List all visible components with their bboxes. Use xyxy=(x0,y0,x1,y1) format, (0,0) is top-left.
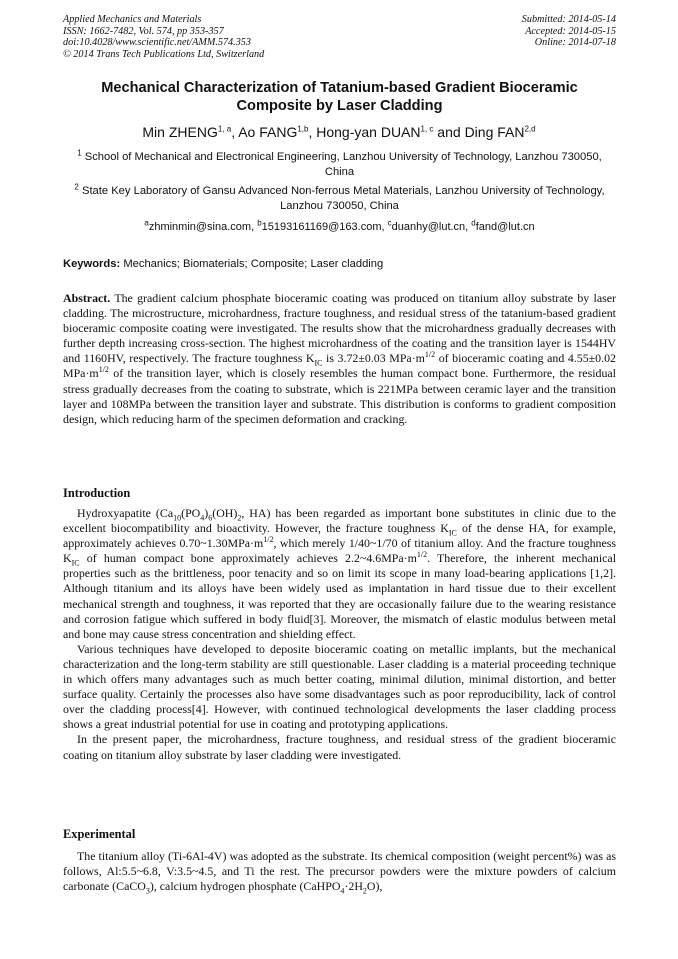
email-sup: a xyxy=(144,218,149,228)
doi-line: doi:10.4028/www.scientific.net/AMM.574.353 xyxy=(63,37,251,49)
abstract-text: of bioceramic coating and 4.55±0.02 MPa·m xyxy=(63,351,616,381)
keywords-label: Keywords: xyxy=(63,258,121,270)
text-run: , which merely 1/40~1/70 of titanium alloy. And the fracture toughness K xyxy=(63,536,616,566)
abstract-text: of the transition layer, which is closely resembles the human compact bone. Furthermore, the residual stress gradually decreases from the coating to substrate, which is 221MPa between ceramic layer and the transition layer and 108MPa between the transition layer and substrate. This distribution is conforms to gradient composition design, which reducing harm of the specimen deformation and cracking. xyxy=(63,366,616,426)
text-run: , HA) has been regarded as important bone substitutes in clinic due to the excellent biocompatibility and bioactivity. However, the fracture toughness K xyxy=(63,506,617,536)
email-link[interactable]: fand@lut.cn xyxy=(475,221,535,233)
author-name: Ao FANG xyxy=(238,124,298,140)
affiliation-text: State Key Laboratory of Gansu Advanced Non-ferrous Metal Materials, Lanzhou University of Technology, Lanzhou 730050, China xyxy=(81,185,605,212)
submission-dates xyxy=(522,14,616,49)
abstract-text: The gradient calcium phosphate bioceramic coating was produced on titanium alloy substrate by laser cladding. The microstructure, microhardness, fracture toughness, and residual stress of the tatanium-based gradient bioceramic composite coating were investigated. The results show that the microhardness gradually decreases with further depth increasing cross-section. The highest microhardness of the coating and the transition layer is 1544HV and 1160HV, respectively. The fracture toughness K xyxy=(63,291,616,366)
email-link[interactable]: 15193161169@163.com xyxy=(261,221,382,233)
email-sup: d xyxy=(471,218,476,228)
subscript: 3 xyxy=(145,886,150,896)
subscript: 2 xyxy=(362,886,367,896)
paper-title: Mechanical Characterization of Tatanium-based Gradient Bioceramic Composite by Laser Cladding xyxy=(101,80,578,114)
introduction-paragraph xyxy=(63,506,616,642)
author-separator: , xyxy=(308,124,317,140)
kic-subscript: IC xyxy=(448,528,457,538)
subscript: 4 xyxy=(340,886,345,896)
online-date: Online: 2014-07-18 xyxy=(534,37,616,49)
author-affil-sup: 1, a xyxy=(217,124,232,134)
keywords-text: Mechanics; Biomaterials; Composite; Laser cladding xyxy=(123,258,384,270)
subscript: 4 xyxy=(200,513,205,523)
experimental-section xyxy=(63,849,616,894)
introduction-paragraph: Various techniques have developed to deposite bioceramic coating on metallic implants, but the mechanical characterization and the long-term stability are still questionable. Laser cladding is a material proceeding technique in which offers many advantages such as much better coating, minimal dilution, minimal distortion, and better surface quality. Certainly the processes also have some disadvantages such as poor reproducibility, lack of control over the cladding process[4]. However, with continued technological developments the laser cladding process shows a great industrial potential for use in coating and prototyping applications. xyxy=(63,641,616,732)
text-run: ·2H xyxy=(344,879,363,894)
text-run: of human compact bone approximately achieves 2.2~4.6MPa·m xyxy=(79,551,417,566)
abstract-section xyxy=(63,291,616,427)
exponent-sup: 1/2 xyxy=(98,365,109,375)
email-link[interactable]: zhminmin@sina.com xyxy=(148,221,252,233)
issn-line: ISSN: 1662-7482, Vol. 574, pp 353-357 xyxy=(63,25,224,37)
abstract-text: is 3.72±0.03 MPa·m xyxy=(322,351,425,366)
copyright-line: © 2014 Trans Tech Publications Ltd, Switzerland xyxy=(63,48,265,60)
text-run: ), calcium hydrogen phosphate (CaHPO xyxy=(149,879,341,894)
affiliation-text: School of Mechanical and Electronical Engineering, Lanzhou University of Technology, Lanzhou 730050, China xyxy=(84,151,602,178)
affiliation xyxy=(63,184,616,214)
journal-name: Applied Mechanics and Materials xyxy=(63,14,202,25)
author-name: Min ZHENG xyxy=(142,124,218,140)
accepted-date: Accepted: 2014-05-15 xyxy=(525,25,616,37)
text-run: (OH) xyxy=(212,506,238,520)
author-separator: , xyxy=(231,124,239,140)
affiliation-number: 1 xyxy=(77,148,82,158)
introduction-section xyxy=(63,506,616,763)
exponent-sup: 1/2 xyxy=(416,550,428,560)
subscript: 6 xyxy=(208,513,213,523)
introduction-heading: Introduction xyxy=(63,486,131,500)
author-name: Ding FAN xyxy=(464,124,525,140)
author-affil-sup: 1, c xyxy=(420,124,434,134)
text-run: The titanium alloy (Ti-6Al-4V) was adopted as the substrate. Its chemical composition (weight percent%) was as follows, Al:5.5~6.8, V:3.5~4.5, and Ti the rest. The precursor powders were the mixture powders of calcium carbonate (CaCO xyxy=(63,849,616,894)
subscript: 2 xyxy=(237,513,242,523)
author-name: Hong-yan DUAN xyxy=(316,124,421,140)
text-run: of the dense HA, for example, approximately achieves 0.70~1.30MPa·m xyxy=(63,521,616,551)
text-run: . Therefore, the inherent mechanical properties such as the brittleness, poor tenacity and so on limit its scope in many load-bearing applications [1,2]. Although titanium and its alloys have been widely used as implantation in hard tissue due to their excellent mechanical strength and toughness, it was reported that they are occasionally failure due to the wearing resistance and corrosion fatigue which suffered in body fluid[3]. Moreover, the mismatch of elastic modulus between metal and bone may cause stress concentration and shielding effect. xyxy=(63,551,616,641)
abstract-label: Abstract. xyxy=(63,291,111,305)
experimental-paragraph xyxy=(63,849,616,894)
affiliation-number: 2 xyxy=(74,182,79,192)
submitted-date: Submitted: 2014-05-14 xyxy=(521,14,616,25)
text-run: Hydroxyapatite (Ca xyxy=(77,506,174,520)
author-affil-sup: 2,d xyxy=(524,124,536,134)
kic-subscript: IC xyxy=(314,358,323,368)
subscript: 10 xyxy=(173,513,182,523)
email-list: $^a$zhminmin@sina.com, $^b$15193161169@163.com, $^c$duanhy@lut.cn, $^d$fand@lut.cn xyxy=(144,218,535,233)
keywords-section xyxy=(63,257,616,271)
author-affil-sup: 1,b xyxy=(297,124,309,134)
text-run: (PO xyxy=(181,506,201,520)
experimental-heading: Experimental xyxy=(63,827,136,841)
journal-info xyxy=(63,14,264,60)
author-list xyxy=(40,123,638,141)
affiliation xyxy=(63,150,616,180)
email-link[interactable]: duanhy@lut.cn xyxy=(391,221,466,233)
text-run: ) xyxy=(204,506,209,520)
exponent-sup: 1/2 xyxy=(424,350,436,360)
author-separator: and xyxy=(433,124,465,140)
email-sup: b xyxy=(257,218,262,228)
text-run: O), xyxy=(366,879,383,894)
email-sup: c xyxy=(387,218,392,228)
introduction-paragraph: In the present paper, the microhardness, fracture toughness, and residual stress of the gradient bioceramic coating on titanium alloy substrate by laser cladding were investigated. xyxy=(63,732,616,762)
exponent-sup: 1/2 xyxy=(263,535,274,545)
kic-subscript: IC xyxy=(71,558,80,568)
